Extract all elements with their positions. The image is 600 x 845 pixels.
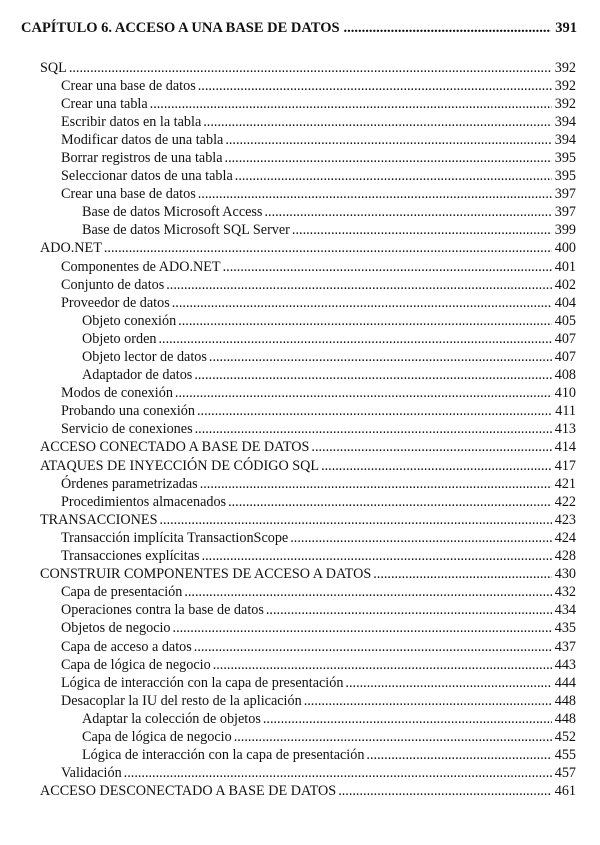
toc-entry-title: ACCESO CONECTADO A BASE DE DATOS [40, 439, 310, 456]
toc-entry-title: Procedimientos almacenados [61, 493, 227, 510]
toc-entry [61, 638, 576, 656]
dot-leader [344, 20, 552, 37]
toc-entry [61, 276, 576, 294]
dot-leader [178, 312, 552, 330]
toc-entry-title: Capa de lógica de negocio [61, 656, 211, 673]
toc-entry-page-number: 400 [554, 240, 576, 257]
toc-entry [61, 113, 576, 131]
toc-entry [82, 710, 576, 728]
toc-entry-title: Órdenes parametrizadas [61, 475, 198, 492]
dot-leader [311, 438, 552, 456]
dot-leader [264, 203, 552, 221]
dot-leader [198, 77, 552, 95]
toc-entry [61, 692, 576, 710]
toc-entry-page-number: 430 [554, 566, 576, 583]
dot-leader [184, 583, 552, 601]
dot-leader [159, 511, 552, 529]
dot-leader [172, 294, 552, 312]
toc-entry [61, 601, 576, 619]
toc-entry-title: Crear una base de datos [61, 186, 196, 203]
dot-leader [373, 565, 552, 583]
toc-entry-title: Capa de acceso a datos [61, 638, 192, 655]
dot-leader [225, 131, 552, 149]
toc-entry-title: Seleccionar datos de una tabla [61, 168, 233, 185]
toc-entry [61, 149, 576, 167]
toc-entry-page-number: 397 [554, 186, 576, 203]
toc-entry [61, 131, 576, 149]
toc-entry-page-number: 413 [554, 421, 576, 438]
toc-entry-page-number: 407 [554, 330, 576, 347]
dot-leader [321, 457, 552, 475]
toc-entry-page-number: 443 [554, 656, 576, 673]
toc-entry-page-number: 408 [554, 367, 576, 384]
toc-entry-page-number: 455 [554, 747, 576, 764]
toc-entry [61, 674, 576, 692]
toc-entry [61, 402, 576, 420]
toc-entry [61, 167, 576, 185]
dot-leader [292, 221, 552, 239]
toc-entry [61, 95, 576, 113]
toc-entry-title: Capa de lógica de negocio [82, 728, 232, 745]
toc-entry-title: TRANSACCIONES [40, 511, 158, 528]
toc-entry-title: Lógica de interacción con la capa de presentación [82, 747, 365, 764]
toc-entry-title: Validación [61, 765, 122, 782]
toc-entry-title: Lógica de interacción con la capa de presentación [61, 674, 344, 691]
toc-entry-title: SQL [40, 59, 67, 76]
dot-leader [290, 529, 552, 547]
toc-entry-page-number: 394 [554, 131, 576, 148]
toc-entry-page-number: 405 [554, 312, 576, 329]
toc-entry-page-number: 421 [554, 475, 576, 492]
dot-leader [173, 619, 552, 637]
toc-entry-page-number: 448 [554, 710, 576, 727]
dot-leader [202, 547, 552, 565]
dot-leader [197, 402, 552, 420]
toc-entry-title: Adaptador de datos [82, 367, 193, 384]
dot-leader [198, 185, 552, 203]
toc-entry-title: Crear una tabla [61, 95, 148, 112]
toc-entry [82, 728, 576, 746]
dot-leader [228, 493, 552, 511]
toc-entry-page-number: 392 [554, 59, 576, 76]
dot-leader [150, 95, 552, 113]
toc-entry [61, 475, 576, 493]
toc-entry-title: Objeto orden [82, 330, 157, 347]
toc-entry-title: Borrar registros de una tabla [61, 149, 223, 166]
dot-leader [69, 59, 552, 77]
toc-entry [61, 547, 576, 565]
toc-entry-page-number: 395 [554, 149, 576, 166]
dot-leader [195, 420, 552, 438]
toc-entry-title: Base de datos Microsoft SQL Server [82, 222, 290, 239]
dot-leader [345, 674, 552, 692]
toc-entry-title: Probando una conexión [61, 403, 195, 420]
toc-entry-title: Operaciones contra la base de datos [61, 602, 264, 619]
toc-entry [40, 438, 576, 456]
toc-entry-page-number: 402 [554, 276, 576, 293]
toc-entry-title: Proveedor de datos [61, 294, 170, 311]
toc-entry [61, 185, 576, 203]
toc-entry-title: Crear una base de datos [61, 77, 196, 94]
toc-entry [40, 239, 576, 257]
toc-entry-title: CONSTRUIR COMPONENTES DE ACCESO A DATOS [40, 566, 372, 583]
toc-entry-page-number: 424 [554, 529, 576, 546]
toc-entry [61, 77, 576, 95]
toc-entry-page-number: 392 [554, 95, 576, 112]
toc-entry [40, 565, 576, 583]
dot-leader [223, 258, 552, 276]
toc-entry [61, 384, 576, 402]
toc-entry-title: Base de datos Microsoft Access [82, 204, 263, 221]
dot-leader [234, 728, 552, 746]
toc-entry [61, 529, 576, 547]
dot-leader [203, 113, 552, 131]
dot-leader [194, 366, 552, 384]
dot-leader [124, 764, 552, 782]
dot-leader [209, 348, 552, 366]
toc-entry-title: ADO.NET [40, 240, 102, 257]
toc-entry-page-number: 423 [554, 511, 576, 528]
toc-entry [61, 420, 576, 438]
dot-leader [166, 276, 552, 294]
dot-leader [304, 692, 552, 710]
dot-leader [200, 475, 552, 493]
toc-entry [40, 782, 576, 800]
chapter-title: CAPÍTULO 6. ACCESO A UNA BASE DE DATOS [21, 20, 340, 36]
toc-entry [61, 656, 576, 674]
toc-entry-page-number: 407 [554, 349, 576, 365]
toc-entry-title: ATAQUES DE INYECCIÓN DE CÓDIGO SQL [40, 457, 320, 474]
toc-entry-page-number: 417 [554, 457, 576, 474]
toc-entry-title: Adaptar la colección de objetos [82, 710, 261, 727]
toc-entry-page-number: 392 [554, 77, 576, 94]
toc-entry [40, 511, 576, 529]
toc-entry-page-number: 434 [554, 602, 576, 619]
toc-entry [82, 312, 576, 330]
toc-entry-page-number: 452 [554, 728, 576, 745]
toc-entry [40, 59, 576, 77]
toc-entry-title: Escribir datos en la tabla [61, 113, 202, 130]
toc-entry [61, 294, 576, 312]
toc-entry-page-number: 432 [554, 584, 576, 601]
toc-entry-title: Servicio de conexiones [61, 421, 193, 438]
dot-leader [225, 149, 552, 167]
toc-entry-page-number: 410 [554, 385, 576, 402]
dot-leader [266, 601, 552, 619]
chapter-heading [21, 20, 577, 37]
toc-entry-title: Capa de presentación [61, 584, 183, 601]
toc-entry [61, 493, 576, 511]
toc-entry-page-number: 444 [554, 674, 576, 691]
toc-entry-title: Transacciones explícitas [61, 548, 200, 565]
toc-entry [82, 366, 576, 384]
toc-entry-title: ACCESO DESCONECTADO A BASE DE DATOS [40, 783, 337, 800]
dot-leader [263, 710, 552, 728]
dot-leader [366, 746, 552, 764]
toc-entry-title: Objeto lector de datos [82, 349, 207, 365]
toc-entry-page-number: 401 [554, 258, 576, 275]
toc-entry-page-number: 437 [554, 638, 576, 655]
toc-entry [40, 457, 576, 475]
dot-leader [104, 239, 552, 257]
toc-entry-page-number: 414 [554, 439, 576, 456]
toc-entry-page-number: 395 [554, 168, 576, 185]
dot-leader [235, 167, 552, 185]
toc-entry [61, 258, 576, 276]
toc-entry-page-number: 457 [554, 765, 576, 782]
toc-entry [82, 348, 576, 366]
dot-leader [158, 330, 552, 348]
toc-entry-page-number: 435 [554, 620, 576, 637]
toc-entry-title: Objetos de negocio [61, 620, 171, 637]
toc-entries [0, 59, 600, 801]
toc-entry-title: Modos de conexión [61, 385, 173, 402]
toc-entry [82, 221, 576, 239]
toc-entry-title: Conjunto de datos [61, 276, 165, 293]
toc-entry-page-number: 448 [554, 692, 576, 709]
toc-entry-page-number: 397 [554, 204, 576, 221]
toc-entry [82, 330, 576, 348]
toc-entry-page-number: 428 [554, 548, 576, 565]
toc-entry-title: Desacoplar la IU del resto de la aplicación [61, 692, 302, 709]
toc-entry-title: Transacción implícita TransactionScope [61, 529, 289, 546]
toc-entry [61, 583, 576, 601]
toc-entry-title: Modificar datos de una tabla [61, 131, 224, 148]
dot-leader [194, 638, 552, 656]
toc-entry [61, 619, 576, 637]
toc-entry-page-number: 411 [555, 403, 576, 420]
toc-entry-title: Componentes de ADO.NET [61, 258, 221, 275]
dot-leader [213, 656, 552, 674]
toc-entry [82, 746, 576, 764]
dot-leader [175, 384, 552, 402]
toc-entry-page-number: 399 [554, 222, 576, 239]
toc-entry-title: Objeto conexión [82, 312, 177, 329]
chapter-page-number: 391 [555, 20, 577, 36]
toc-entry-page-number: 404 [554, 294, 576, 311]
dot-leader [338, 782, 552, 800]
toc-entry [61, 764, 576, 782]
toc-entry [82, 203, 576, 221]
toc-entry-page-number: 461 [554, 783, 576, 800]
toc-entry-page-number: 422 [554, 493, 576, 510]
toc-entry-page-number: 394 [554, 113, 576, 130]
